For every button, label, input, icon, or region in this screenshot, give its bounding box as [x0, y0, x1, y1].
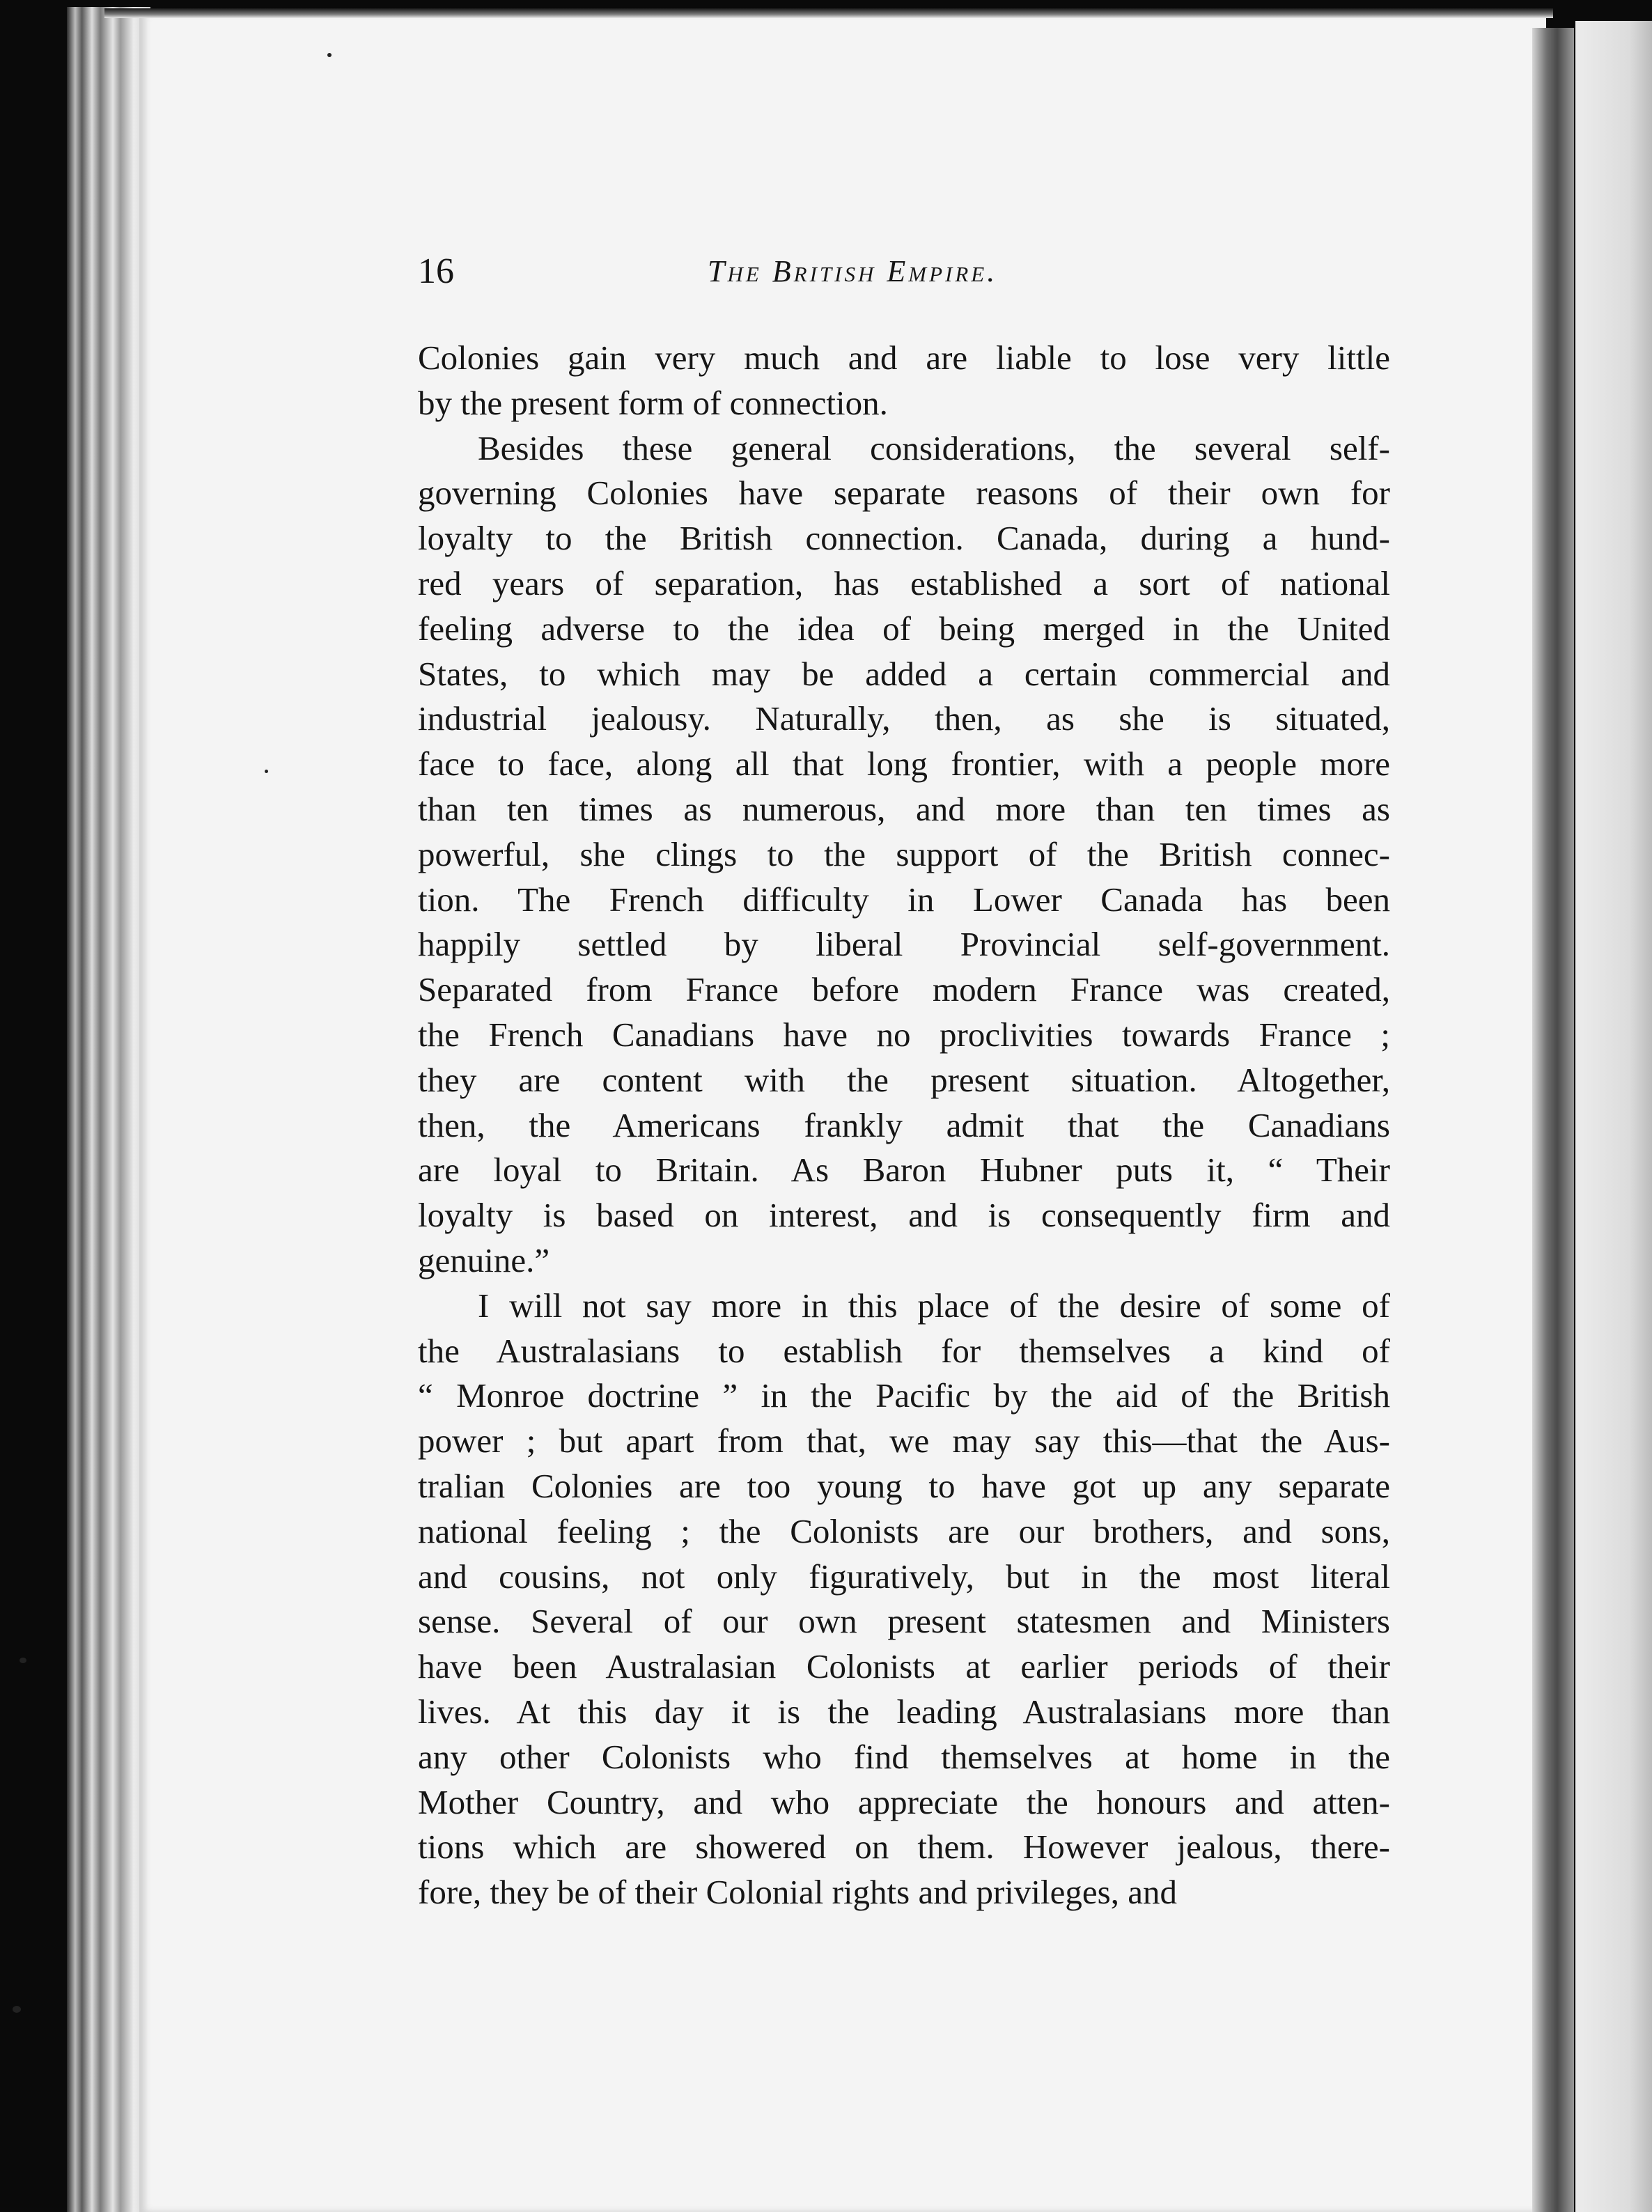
page-number: 16 — [418, 251, 454, 291]
text-line: loyalty to the British connection. Canada, during a hund- — [418, 519, 1390, 558]
text-line: they are content with the present situation. Altogether, — [418, 1060, 1390, 1099]
running-head: The British Empire. — [708, 254, 998, 288]
text-line: than ten times as numerous, and more than ten times as — [418, 789, 1390, 828]
scan-speck — [13, 2006, 21, 2013]
text-line: Besides these general considerations, the several self- — [478, 428, 1390, 467]
text-line: the Australasians to establish for themselves a kind of — [418, 1331, 1390, 1370]
text-line: powerful, she clings to the support of the British connec- — [418, 834, 1390, 873]
body-text — [418, 336, 1390, 1915]
text-line: power ; but apart from that, we may say this—that the Aus- — [418, 1422, 1390, 1461]
text-line: “ Monroe doctrine ” in the Pacific by the aid of the British — [418, 1376, 1390, 1415]
text-line: sense. Several of our own present statesmen and Ministers — [418, 1602, 1390, 1641]
scan-speck — [20, 1658, 26, 1663]
text-line: then, the Americans frankly admit that the Canadians — [418, 1105, 1390, 1144]
text-line: I will not say more in this place of the desire of some of — [478, 1286, 1390, 1325]
book-gutter-shadow — [1532, 28, 1574, 2212]
text-line: happily settled by liberal Provincial self-government. — [418, 925, 1390, 964]
text-line: lives. At this day it is the leading Australasians more than — [418, 1692, 1390, 1731]
text-line: tion. The French difficulty in Lower Canada has been — [418, 880, 1390, 919]
text-line: any other Colonists who find themselves at home in the — [418, 1737, 1390, 1776]
page-header — [418, 244, 1393, 299]
text-line: industrial jealousy. Naturally, then, as she is situated, — [418, 699, 1390, 738]
paragraph — [418, 1284, 1390, 1915]
text-line: are loyal to Britain. As Baron Hubner puts it, “ Their — [418, 1151, 1390, 1190]
text-line: and cousins, not only figuratively, but in the most literal — [418, 1557, 1390, 1596]
text-line: feeling adverse to the idea of being merged in the United — [418, 609, 1390, 648]
paragraph — [418, 336, 1390, 426]
text-line: by the present form of connection. — [418, 383, 888, 422]
text-line: face to face, along all that long frontier, with a people more — [418, 745, 1390, 784]
text-line: fore, they be of their Colonial rights and privileges, and — [418, 1873, 1177, 1912]
text-line: Mother Country, and who appreciate the honours and atten- — [418, 1782, 1390, 1821]
scan-speck — [265, 770, 268, 773]
facing-page-edge — [1575, 21, 1652, 2212]
text-line: red years of separation, has established a sort of national — [418, 563, 1390, 602]
text-line: national feeling ; the Colonists are our brothers, and sons, — [418, 1511, 1390, 1550]
text-line: have been Australasian Colonists at earlier periods of their — [418, 1647, 1390, 1686]
text-line: tions which are showered on them. However jealous, there- — [418, 1828, 1390, 1867]
text-line: loyalty is based on interest, and is consequently firm and — [418, 1196, 1390, 1235]
text-line: genuine.” — [418, 1240, 550, 1279]
text-line: Colonies gain very much and are liable to lose very little — [418, 338, 1390, 377]
paragraph — [418, 426, 1390, 1284]
text-line: tralian Colonies are too young to have got up any separate — [418, 1466, 1390, 1505]
top-page-edge — [104, 8, 1553, 18]
scan-speck — [327, 53, 332, 57]
text-line: governing Colonies have separate reasons of their own for — [418, 474, 1390, 513]
page-edge-stack — [67, 7, 150, 2212]
text-line: Separated from France before modern France was created, — [418, 970, 1390, 1009]
text-line: the French Canadians have no proclivities towards France ; — [418, 1015, 1390, 1054]
text-line: States, to which may be added a certain commercial and — [418, 654, 1390, 693]
